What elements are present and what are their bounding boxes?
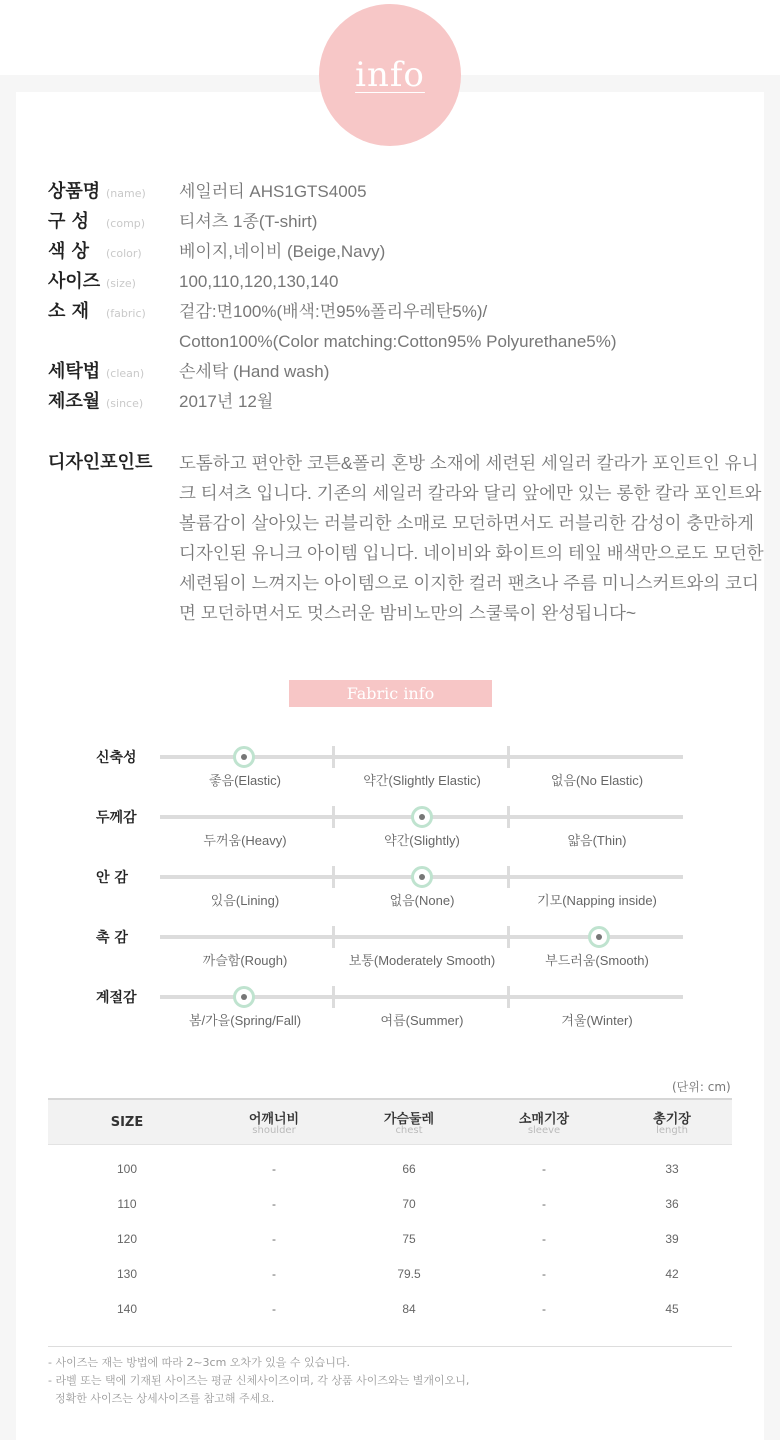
info-sub-label: (since)	[106, 397, 144, 410]
fabric-scale-tick	[332, 806, 335, 828]
fabric-option-label: 겨울(Winter)	[561, 1013, 633, 1028]
table-cell: -	[272, 1231, 276, 1246]
info-sub-label: (comp)	[106, 217, 146, 230]
header-ko: 가슴둘레	[383, 1112, 435, 1127]
info-value: 100,110,120,130,140	[179, 272, 339, 291]
table-cell: 66	[402, 1161, 416, 1176]
table-cell: 140	[116, 1301, 138, 1316]
table-cell: -	[272, 1161, 276, 1176]
fabric-scale-tick	[507, 806, 510, 828]
header-en: chest	[395, 1125, 423, 1136]
fabric-row-label: 촉 감	[96, 930, 128, 946]
info-label: 세탁법	[48, 361, 101, 382]
fabric-scale-tick	[507, 866, 510, 888]
info-row-size	[48, 270, 339, 294]
fabric-row-label: 두께감	[96, 810, 137, 826]
size-note: - 라벨 또는 택에 기재된 사이즈는 평균 신체사이즈이며, 각 상품 사이즈와는 별개이오니,	[48, 1374, 470, 1387]
info-label: 색 상	[48, 241, 90, 262]
table-cell: 45	[665, 1301, 679, 1316]
fabric-level-marker	[588, 926, 610, 948]
size-note: 정확한 사이즈는 상세사이즈를 참고해 주세요.	[48, 1392, 275, 1405]
fabric-info-title: Fabric info	[289, 680, 492, 707]
info-value: 티셔츠 1종(T-shirt)	[179, 212, 318, 231]
fabric-level-marker	[411, 806, 433, 828]
info-badge	[319, 4, 461, 146]
size-table-header	[342, 1099, 476, 1145]
fabric-option-label: 얇음(Thin)	[567, 833, 627, 848]
info-label: 제조월	[48, 391, 101, 412]
table-row	[48, 1145, 732, 1187]
table-cell: -	[542, 1161, 546, 1176]
header-ko: 소매기장	[518, 1112, 570, 1127]
header-ko: SIZE	[110, 1114, 144, 1130]
fabric-scale-tick	[332, 986, 335, 1008]
header-en: length	[656, 1125, 688, 1136]
info-row-comp	[48, 210, 318, 234]
size-table	[48, 1098, 732, 1326]
fabric-row	[0, 870, 780, 927]
info-row-fabric-en	[48, 330, 617, 354]
table-cell: -	[542, 1196, 546, 1211]
header-ko: 총기장	[653, 1112, 691, 1127]
table-cell: -	[272, 1266, 276, 1281]
fabric-option-label: 없음(No Elastic)	[550, 773, 644, 788]
info-label: 상품명	[48, 181, 101, 202]
table-cell: 100	[116, 1161, 138, 1176]
fabric-level-marker	[233, 746, 255, 768]
table-cell: 120	[116, 1231, 138, 1246]
fabric-row	[0, 750, 780, 807]
design-point-label: 디자인포인트	[48, 452, 153, 473]
info-label: 소 재	[48, 301, 90, 322]
design-point-text: 도톰하고 편안한 코튼&폴리 혼방 소재에 세련된 세일러 칼라가 포인트인 유니크 티셔츠 입니다. 기존의 세일러 칼라와 달리 앞에만 있는 롱한 칼라 포인트와 볼륨감이 살아있는 러블리한 소매로 모던하면서도 러블리한 감성이 충만하게 디자인된 유니크 아이템 입니다. 네이비와 화이트의 테잎 배색만으로도 모던한 세련됨이 느껴지는 아이템으로 이지한 컬러 팬츠나 주름 미니스커트와의 코디면 모던하면서도 멋스러운 밤비노만의 스쿨룩이 완성됩니다~	[179, 453, 764, 623]
header-en: shoulder	[252, 1125, 296, 1136]
fabric-option-label: 두꺼움(Heavy)	[203, 833, 287, 848]
fabric-level-marker	[411, 866, 433, 888]
fabric-option-label: 있음(Lining)	[210, 893, 280, 908]
info-sub-label: (size)	[106, 277, 136, 290]
table-cell: 70	[402, 1196, 416, 1211]
table-row	[48, 1256, 732, 1291]
fabric-option-label: 없음(None)	[389, 893, 455, 908]
table-cell: 39	[665, 1231, 679, 1246]
fabric-option-label: 기모(Napping inside)	[537, 893, 657, 908]
table-cell: 110	[117, 1196, 137, 1211]
fabric-row	[0, 990, 780, 1047]
fabric-option-label: 봄/가을(Spring/Fall)	[188, 1013, 302, 1028]
info-value: 세일러티 AHS1GTS4005	[179, 182, 367, 201]
table-cell: -	[542, 1266, 546, 1281]
fabric-row-label: 계절감	[96, 990, 137, 1006]
info-label: 사이즈	[48, 271, 101, 292]
info-row-clean	[48, 360, 330, 384]
info-row-name	[48, 180, 367, 204]
info-sub-label: (name)	[106, 187, 146, 200]
table-cell: 84	[402, 1301, 416, 1316]
size-table-header	[206, 1099, 342, 1145]
fabric-option-label: 보통(Moderately Smooth)	[348, 953, 496, 968]
table-cell: -	[542, 1231, 546, 1246]
fabric-row-label: 신축성	[96, 750, 137, 766]
info-row-color	[48, 240, 386, 264]
notes-divider	[48, 1346, 732, 1347]
size-unit: (단위: cm)	[672, 1080, 731, 1094]
info-value: 손세탁 (Hand wash)	[179, 362, 330, 381]
size-table-header	[612, 1099, 732, 1145]
fabric-scale-tick	[332, 926, 335, 948]
info-label: 구 성	[48, 211, 90, 232]
table-cell: 130	[116, 1266, 138, 1281]
fabric-option-label: 여름(Summer)	[380, 1013, 464, 1028]
table-row	[48, 1221, 732, 1256]
table-cell: 75	[402, 1231, 416, 1246]
info-row-fabric	[48, 300, 488, 324]
fabric-option-label: 까슬함(Rough)	[202, 953, 288, 968]
fabric-row	[0, 930, 780, 987]
fabric-option-label: 약간(Slightly Elastic)	[363, 773, 481, 788]
size-note: - 사이즈는 재는 방법에 따라 2~3cm 오차가 있을 수 있습니다.	[48, 1356, 351, 1369]
fabric-scale-tick	[507, 986, 510, 1008]
header-en: sleeve	[527, 1125, 561, 1136]
table-row	[48, 1291, 732, 1326]
header-ko: 어깨너비	[248, 1112, 300, 1127]
info-badge-text: info	[355, 55, 425, 95]
info-sub-label: (clean)	[106, 367, 145, 380]
info-sub-label: (fabric)	[106, 307, 146, 320]
fabric-scale-tick	[507, 926, 510, 948]
fabric-scale-tick	[332, 746, 335, 768]
fabric-option-label: 약간(Slightly)	[384, 833, 460, 848]
info-row-since	[48, 390, 274, 414]
info-value: Cotton100%(Color matching:Cotton95% Polyurethane5%)	[179, 332, 617, 351]
fabric-scale-tick	[507, 746, 510, 768]
fabric-option-label: 좋음(Elastic)	[208, 773, 282, 788]
table-cell: 36	[665, 1196, 679, 1211]
fabric-level-marker	[233, 986, 255, 1008]
fabric-option-label: 부드러움(Smooth)	[545, 953, 649, 968]
table-row	[48, 1186, 732, 1221]
table-cell: 42	[665, 1266, 679, 1281]
info-value: 겉감:면100%(배색:면95%폴리우레탄5%)/	[179, 302, 488, 321]
table-cell: 79.5	[397, 1266, 421, 1281]
table-cell: -	[272, 1196, 276, 1211]
fabric-row	[0, 810, 780, 867]
size-table-header	[476, 1099, 612, 1145]
info-sub-label: (color)	[106, 247, 142, 260]
size-table-header	[48, 1099, 206, 1145]
table-cell: -	[272, 1301, 276, 1316]
info-value: 베이지,네이비 (Beige,Navy)	[179, 242, 386, 261]
fabric-row-label: 안 감	[96, 870, 128, 886]
size-table-header-row	[48, 1099, 732, 1145]
table-cell: 33	[665, 1161, 679, 1176]
info-value: 2017년 12월	[179, 392, 274, 411]
fabric-scale-tick	[332, 866, 335, 888]
table-cell: -	[542, 1301, 546, 1316]
